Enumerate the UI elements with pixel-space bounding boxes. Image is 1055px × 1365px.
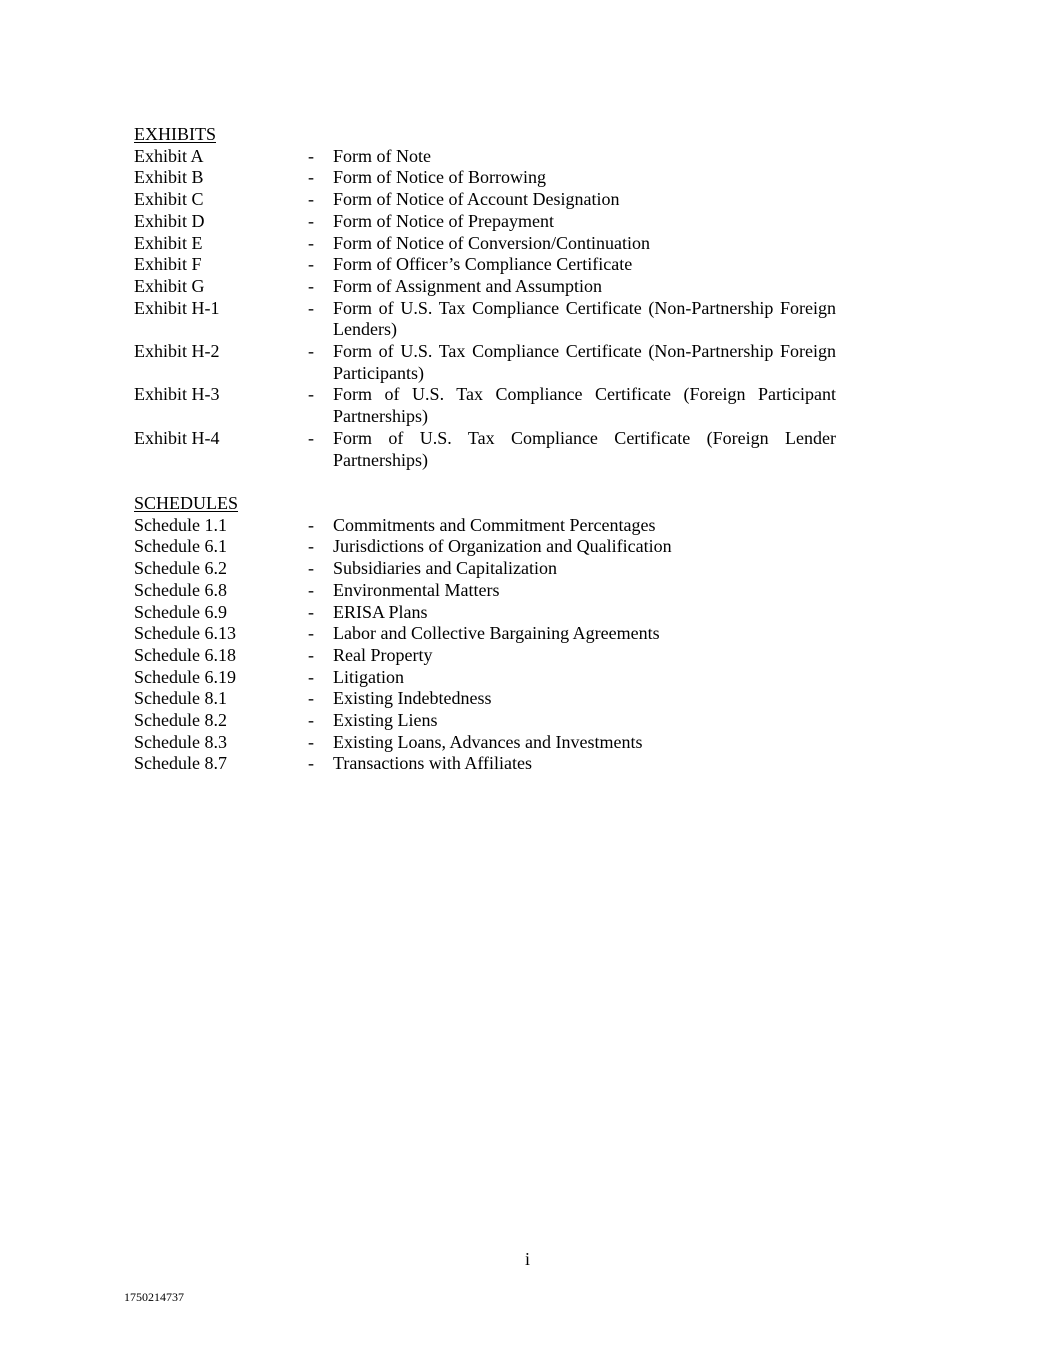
- exhibit-label: Exhibit H-4: [134, 427, 220, 448]
- exhibit-description: Form of Notice of Borrowing: [333, 167, 546, 188]
- separator-dash: -: [308, 710, 314, 731]
- schedule-label: Schedule 8.3: [134, 731, 227, 752]
- separator-dash: -: [308, 731, 314, 752]
- exhibit-label: Exhibit F: [134, 254, 202, 275]
- schedule-label: Schedule 6.1: [134, 536, 227, 557]
- schedule-label: Schedule 8.7: [134, 753, 227, 774]
- schedule-description: Litigation: [333, 666, 404, 687]
- exhibit-label: Exhibit H-3: [134, 384, 220, 405]
- exhibit-description: Form of U.S. Tax Compliance Certificate (Non-Partnership Foreign Lenders): [333, 297, 836, 340]
- exhibit-row: [134, 254, 836, 276]
- schedule-label: Schedule 8.1: [134, 688, 227, 709]
- document-id: 1750214737: [124, 1290, 184, 1304]
- exhibit-description: Form of Officer’s Compliance Certificate: [333, 254, 633, 275]
- separator-dash: -: [308, 514, 314, 535]
- exhibit-description: Form of U.S. Tax Compliance Certificate (Foreign Participant Partnerships): [333, 384, 836, 427]
- schedule-row: [134, 558, 836, 580]
- exhibit-label: Exhibit B: [134, 167, 204, 188]
- exhibit-row: [134, 384, 836, 427]
- exhibits-heading: EXHIBITS: [134, 124, 216, 144]
- separator-dash: -: [308, 688, 314, 709]
- schedule-row: [134, 623, 836, 645]
- exhibits-list: [134, 146, 836, 472]
- exhibit-row: [134, 233, 836, 255]
- separator-dash: -: [308, 666, 314, 687]
- exhibit-row: [134, 146, 836, 168]
- separator-dash: -: [308, 254, 314, 275]
- separator-dash: -: [308, 558, 314, 579]
- schedule-row: [134, 515, 836, 537]
- schedule-row: [134, 710, 836, 732]
- exhibit-description: Form of U.S. Tax Compliance Certificate (Foreign Lender Partnerships): [333, 427, 836, 470]
- schedules-list: [134, 515, 836, 775]
- schedule-label: Schedule 1.1: [134, 514, 227, 535]
- separator-dash: -: [308, 623, 314, 644]
- schedule-label: Schedule 6.9: [134, 601, 227, 622]
- schedule-row: [134, 732, 836, 754]
- schedule-row: [134, 580, 836, 602]
- separator-dash: -: [308, 275, 314, 296]
- separator-dash: -: [308, 341, 314, 362]
- exhibit-description: Form of Notice of Account Designation: [333, 189, 620, 210]
- schedule-row: [134, 536, 836, 558]
- schedules-section: [134, 493, 836, 775]
- schedule-label: Schedule 6.19: [134, 666, 236, 687]
- schedule-description: Labor and Collective Bargaining Agreements: [333, 623, 660, 644]
- schedule-description: ERISA Plans: [333, 601, 428, 622]
- separator-dash: -: [308, 145, 314, 166]
- exhibit-row: [134, 298, 836, 341]
- schedule-label: Schedule 6.2: [134, 558, 227, 579]
- separator-dash: -: [308, 601, 314, 622]
- exhibit-description: Form of Note: [333, 145, 431, 166]
- schedule-description: Environmental Matters: [333, 579, 500, 600]
- schedule-description: Subsidiaries and Capitalization: [333, 558, 557, 579]
- schedule-description: Transactions with Affiliates: [333, 753, 532, 774]
- exhibits-section: [134, 124, 836, 471]
- exhibit-label: Exhibit C: [134, 189, 204, 210]
- exhibit-row: [134, 189, 836, 211]
- separator-dash: -: [308, 167, 314, 188]
- exhibit-label: Exhibit A: [134, 145, 204, 166]
- schedule-row: [134, 645, 836, 667]
- page-number: i: [524, 1249, 530, 1269]
- separator-dash: -: [308, 579, 314, 600]
- exhibit-row: [134, 211, 836, 233]
- schedule-description: Existing Loans, Advances and Investments: [333, 731, 643, 752]
- schedule-description: Real Property: [333, 644, 433, 665]
- schedule-description: Existing Indebtedness: [333, 688, 492, 709]
- exhibit-description: Form of U.S. Tax Compliance Certificate (Non-Partnership Foreign Participants): [333, 341, 836, 383]
- exhibit-label: Exhibit E: [134, 232, 203, 253]
- separator-dash: -: [308, 297, 314, 318]
- exhibit-row: [134, 276, 836, 298]
- schedule-description: Existing Liens: [333, 710, 438, 731]
- schedule-row: [134, 688, 836, 710]
- exhibit-label: Exhibit H-1: [134, 297, 220, 318]
- exhibit-description: Form of Assignment and Assumption: [333, 275, 603, 296]
- schedule-row: [134, 602, 836, 624]
- separator-dash: -: [308, 753, 314, 774]
- schedule-description: Jurisdictions of Organization and Qualification: [333, 536, 672, 557]
- schedule-label: Schedule 6.18: [134, 644, 236, 665]
- separator-dash: -: [308, 644, 314, 665]
- exhibit-label: Exhibit H-2: [134, 341, 220, 362]
- separator-dash: -: [308, 189, 314, 210]
- separator-dash: -: [308, 210, 314, 231]
- schedule-row: [134, 753, 836, 775]
- exhibit-label: Exhibit D: [134, 210, 205, 231]
- separator-dash: -: [308, 232, 314, 253]
- schedule-description: Commitments and Commitment Percentages: [333, 514, 656, 535]
- schedule-label: Schedule 6.13: [134, 623, 236, 644]
- schedule-label: Schedule 8.2: [134, 710, 227, 731]
- schedule-row: [134, 667, 836, 689]
- exhibit-description: Form of Notice of Conversion/Continuation: [333, 232, 650, 253]
- exhibit-label: Exhibit G: [134, 275, 205, 296]
- exhibit-row: [134, 167, 836, 189]
- exhibit-description: Form of Notice of Prepayment: [333, 210, 554, 231]
- schedules-heading: SCHEDULES: [134, 493, 239, 513]
- separator-dash: -: [308, 536, 314, 557]
- separator-dash: -: [308, 384, 314, 405]
- schedule-label: Schedule 6.8: [134, 579, 227, 600]
- exhibit-row: [134, 341, 836, 384]
- separator-dash: -: [308, 427, 314, 448]
- exhibit-row: [134, 428, 836, 471]
